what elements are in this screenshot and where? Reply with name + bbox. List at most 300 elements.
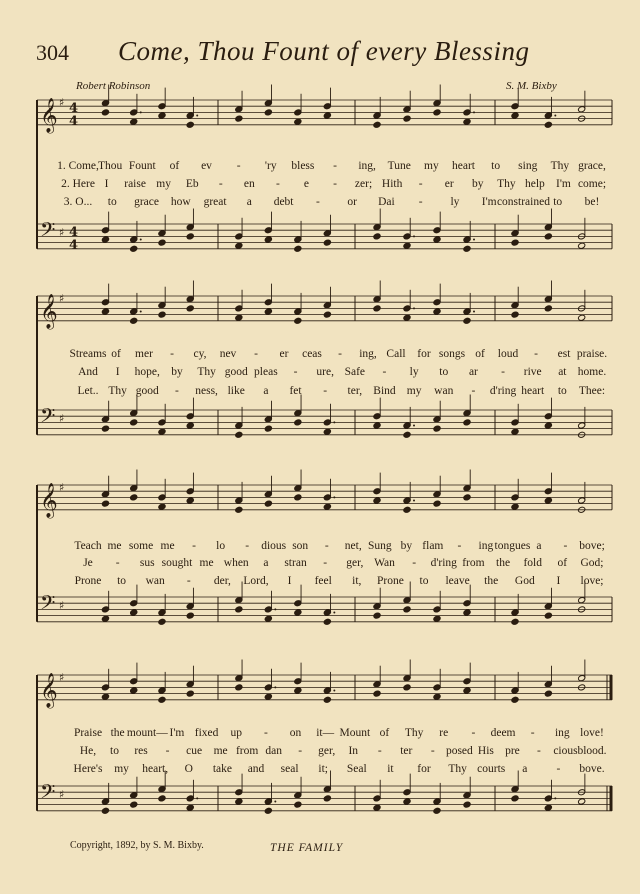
lyric-syllable: Mount — [339, 727, 371, 739]
note-head — [294, 609, 302, 616]
lyric-syllable: to — [117, 575, 127, 587]
lyric-syllable: a — [536, 540, 542, 552]
lyric-syllable: - — [254, 348, 258, 360]
note-head — [294, 317, 302, 324]
note-head — [463, 118, 471, 125]
lyric-syllable: wan — [145, 575, 165, 587]
lyric-syllable: - — [323, 385, 328, 397]
dot — [413, 425, 415, 427]
lyric-syllable: leave — [445, 575, 470, 587]
note-head — [433, 807, 441, 814]
lyric-syllable: Streams — [69, 348, 107, 360]
dot — [333, 690, 335, 692]
lyric-syllable: God; — [580, 557, 604, 569]
note-head — [373, 121, 381, 128]
note-head — [186, 690, 194, 697]
note-head — [101, 693, 109, 700]
lyric-syllable: bove; — [579, 540, 605, 552]
lyric-syllable: Let.. — [77, 385, 99, 397]
note-head — [463, 494, 471, 501]
lyric-syllable: - — [293, 366, 298, 378]
lyric-syllable: - — [315, 196, 320, 208]
note-head — [294, 687, 302, 694]
treble-clef: 𝄞 — [40, 483, 58, 518]
lyric-syllable: it — [387, 763, 394, 775]
note-head — [403, 242, 411, 249]
note-head — [373, 497, 381, 504]
lyric-syllable: der, — [213, 575, 231, 587]
lyric-syllable: - — [263, 727, 268, 739]
lyric-syllable: - — [471, 385, 476, 397]
note-head — [433, 500, 441, 507]
bass-clef: 𝄢 — [40, 218, 56, 246]
lyric-syllable: raise — [124, 178, 146, 190]
lyric-syllable: - — [165, 745, 170, 757]
note-head — [186, 612, 194, 619]
note-head — [264, 500, 272, 507]
sharp-sign: ♯ — [59, 412, 65, 425]
lyric-syllable: And — [78, 366, 98, 378]
lyric-syllable: - — [501, 366, 505, 378]
lyric-syllable: be! — [584, 196, 600, 208]
note-head — [158, 696, 166, 703]
lyric-syllable: praise. — [576, 348, 608, 360]
lyric-syllable: ger, — [346, 557, 364, 569]
lyric-syllable: res — [134, 745, 148, 757]
lyric-syllable: heart, — [142, 763, 169, 775]
lyric-syllable: I — [556, 575, 561, 587]
note-head — [323, 696, 331, 703]
lyric-syllable: sus — [139, 557, 155, 569]
lyric-syllable: sought — [161, 557, 193, 569]
lyric-syllable: Thy — [197, 366, 216, 378]
lyric-syllable: home. — [577, 366, 607, 378]
lyric-syllable: a — [263, 557, 269, 569]
note-head — [403, 606, 411, 613]
lyric-syllable: to — [557, 385, 567, 397]
lyric-syllable: it— — [316, 727, 335, 739]
lyric-syllable: - — [377, 745, 382, 757]
note-head — [403, 798, 411, 805]
lyric-syllable: good — [224, 366, 248, 378]
note-head — [130, 801, 138, 808]
lyric-syllable: deem — [490, 727, 516, 739]
lyric-syllable: Thee: — [578, 385, 606, 397]
lyric-syllable: Prone — [376, 575, 404, 587]
note-head — [235, 431, 243, 438]
dot — [473, 311, 475, 313]
note-head — [544, 233, 552, 240]
dot — [140, 111, 142, 113]
note-head — [373, 305, 381, 312]
lyric-syllable: me — [199, 557, 214, 569]
time-signature-top: 4 — [69, 101, 79, 116]
note-head — [294, 118, 302, 125]
note-head — [130, 609, 138, 616]
bass-clef: 𝄢 — [40, 404, 56, 432]
lyric-syllable: Thy — [404, 727, 424, 739]
lyric-syllable: ness, — [195, 385, 218, 397]
note-head — [235, 115, 243, 122]
note-head — [323, 428, 331, 435]
sharp-sign: ♯ — [59, 788, 65, 801]
sharp-sign: ♯ — [59, 96, 65, 109]
lyric-syllable: ure, — [316, 366, 334, 378]
dot — [333, 496, 335, 498]
lyric-syllable: - — [175, 385, 179, 397]
note-head — [463, 245, 471, 252]
lyric-line — [0, 540, 640, 554]
note-head — [101, 425, 109, 432]
lyric-syllable: - — [382, 366, 387, 378]
dot — [333, 421, 335, 423]
note-head — [264, 807, 272, 814]
lyric-syllable: net, — [344, 540, 362, 552]
note-head — [130, 317, 138, 324]
lyric-line — [0, 575, 640, 589]
bass-clef: 𝄢 — [40, 780, 56, 808]
lyric-syllable: re — [439, 727, 449, 739]
note-head — [294, 801, 302, 808]
lyric-syllable: fixed — [194, 727, 219, 739]
note-head — [373, 690, 381, 697]
note-head — [463, 317, 471, 324]
lyric-syllable: at — [558, 366, 567, 378]
lyric-syllable: take — [212, 763, 232, 775]
note-head — [264, 615, 272, 622]
note-head — [433, 615, 441, 622]
note-head — [323, 311, 331, 318]
lyric-syllable: - — [275, 178, 280, 190]
note-head — [433, 425, 441, 432]
lyric-syllable: of — [169, 160, 180, 172]
lyric-syllable: to — [110, 745, 119, 757]
lyric-syllable: on — [289, 727, 302, 739]
lyric-syllable: Safe — [344, 366, 366, 378]
note-head — [130, 419, 138, 426]
lyric-syllable: Wan — [374, 557, 395, 569]
lyric-syllable: - — [537, 745, 541, 757]
lyric-line — [0, 178, 640, 192]
lyric-syllable: blood. — [577, 745, 607, 757]
dot — [554, 115, 556, 117]
sharp-sign: ♯ — [59, 226, 65, 239]
lyric-syllable: - — [333, 160, 337, 172]
lyric-syllable: 'ry — [264, 160, 277, 172]
sharp-sign: ♯ — [59, 481, 65, 494]
lyric-syllable: est — [557, 348, 571, 360]
lyric-syllable: songs — [438, 348, 466, 360]
lyric-syllable: by — [472, 178, 484, 190]
lyric-syllable: son — [292, 540, 309, 552]
lyric-syllable: - — [471, 727, 476, 739]
note-head — [264, 308, 272, 315]
lyric-syllable: I — [115, 366, 120, 378]
lyric-syllable: 2. Here — [61, 178, 95, 190]
note-head — [130, 245, 138, 252]
lyric-syllable: fold — [523, 557, 542, 569]
lyric-syllable: to — [553, 196, 563, 208]
lyric-syllable: Lord, — [243, 575, 269, 587]
lyric-syllable: Thy — [550, 160, 570, 172]
lyric-syllable: some — [128, 540, 154, 552]
dot — [140, 239, 142, 241]
note-head — [544, 612, 552, 619]
note-head — [101, 308, 109, 315]
lyric-syllable: it; — [318, 763, 328, 775]
lyric-syllable: a — [246, 196, 252, 208]
lyric-syllable: 3. O... — [63, 196, 93, 208]
note-head — [511, 696, 519, 703]
note-head — [158, 503, 166, 510]
lyric-syllable: constrained — [496, 196, 550, 208]
lyric-syllable: - — [338, 348, 342, 360]
note-head — [463, 687, 471, 694]
lyric-syllable: O — [184, 763, 193, 775]
lyric-syllable: zer; — [354, 178, 373, 190]
lyric-syllable: ter, — [347, 385, 363, 397]
note-head — [511, 795, 519, 802]
lyric-syllable: love; — [580, 575, 604, 587]
lyric-syllable: Eb — [185, 178, 199, 190]
note-head — [578, 242, 586, 249]
lyric-syllable: to — [107, 196, 117, 208]
note-head — [403, 684, 411, 691]
note-head — [544, 497, 552, 504]
lyric-syllable: - — [218, 178, 223, 190]
lyric-syllable: of — [111, 348, 121, 360]
note-head — [403, 115, 411, 122]
lyric-syllable: feel — [314, 575, 332, 587]
lyric-syllable: d'ring — [430, 557, 457, 569]
lyric-syllable: I'm — [169, 727, 185, 739]
note-head — [294, 494, 302, 501]
dot — [473, 111, 475, 113]
dot — [196, 115, 198, 117]
lyric-syllable: Here's — [73, 763, 103, 775]
note-head — [186, 121, 194, 128]
lyric-syllable: - — [323, 557, 328, 569]
lyric-line — [0, 745, 640, 759]
lyric-syllable: loud — [497, 348, 519, 360]
lyric-syllable: courts — [477, 763, 506, 775]
dot — [140, 311, 142, 313]
note-head — [101, 500, 109, 507]
lyric-syllable: great — [203, 196, 227, 208]
note-head — [294, 419, 302, 426]
lyric-syllable: cue — [186, 745, 203, 757]
lyric-syllable: help — [524, 178, 545, 190]
lyric-line — [0, 366, 640, 380]
lyric-syllable: mer — [135, 348, 153, 360]
lyric-syllable: - — [563, 540, 568, 552]
lyric-syllable: - — [298, 745, 303, 757]
note-head — [130, 687, 138, 694]
note-head — [544, 690, 552, 697]
lyric-line — [0, 160, 640, 174]
lyric-syllable: stran — [284, 557, 307, 569]
lyric-syllable: - — [418, 196, 423, 208]
lyric-syllable: tongues — [494, 540, 531, 552]
note-head — [373, 233, 381, 240]
lyricist-credit: Robert Robinson — [76, 80, 151, 92]
lyric-syllable: my — [114, 763, 129, 775]
lyric-syllable: ing — [554, 727, 570, 739]
lyric-syllable: and — [247, 763, 265, 775]
lyric-syllable: by — [400, 540, 413, 552]
lyric-syllable: posed — [445, 745, 473, 757]
time-signature-top: 4 — [69, 225, 79, 240]
note-head — [235, 798, 243, 805]
note-head — [373, 422, 381, 429]
collection-name: THE FAMILY — [270, 842, 344, 854]
lyric-syllable: how — [170, 196, 191, 208]
lyric-syllable: me — [213, 745, 228, 757]
sharp-sign: ♯ — [59, 292, 65, 305]
lyric-syllable: grace — [134, 196, 159, 208]
dot — [473, 239, 475, 241]
lyric-syllable: the — [484, 575, 499, 587]
lyric-syllable: when — [223, 557, 249, 569]
treble-clef: 𝄞 — [40, 673, 58, 708]
note-head — [186, 804, 194, 811]
note-head — [264, 109, 272, 116]
lyric-syllable: my — [424, 160, 439, 172]
note-head — [186, 497, 194, 504]
lyric-syllable: me — [160, 540, 175, 552]
note-head — [235, 314, 243, 321]
lyric-syllable: a — [263, 385, 269, 397]
note-head — [511, 503, 519, 510]
note-head — [101, 615, 109, 622]
note-head — [264, 236, 272, 243]
lyric-syllable: - — [430, 745, 435, 757]
note-head — [433, 109, 441, 116]
lyric-syllable: lo — [216, 540, 226, 552]
lyric-syllable: ger, — [318, 745, 336, 757]
lyric-syllable: pleas — [254, 366, 278, 378]
note-head — [511, 239, 519, 246]
note-head — [403, 506, 411, 513]
note-head — [433, 236, 441, 243]
lyric-line — [0, 763, 640, 777]
note-head — [323, 618, 331, 625]
lyric-syllable: my — [156, 178, 172, 190]
note-head — [511, 311, 519, 318]
lyric-syllable: Je — [83, 557, 93, 569]
lyric-syllable: of — [475, 348, 485, 360]
lyric-syllable: the — [110, 727, 125, 739]
lyric-syllable: - — [115, 557, 120, 569]
lyric-syllable: ter — [400, 745, 413, 757]
lyric-syllable: - — [186, 575, 191, 587]
bass-clef: 𝄢 — [40, 591, 56, 619]
lyric-syllable: sing — [518, 160, 538, 172]
lyric-syllable: heart — [521, 385, 545, 397]
lyric-syllable: ly — [409, 366, 419, 378]
lyric-syllable: seal — [280, 763, 299, 775]
note-head — [235, 506, 243, 513]
lyric-syllable: or — [347, 196, 357, 208]
sharp-sign: ♯ — [59, 671, 65, 684]
treble-clef: 𝄞 — [40, 294, 58, 329]
lyric-syllable: of — [557, 557, 568, 569]
lyric-syllable: Thy — [448, 763, 467, 775]
lyric-syllable: by — [171, 366, 183, 378]
lyric-syllable: to — [419, 575, 429, 587]
note-head — [130, 118, 138, 125]
dot — [333, 612, 335, 614]
lyric-syllable: bless — [291, 160, 315, 172]
lyric-syllable: cy, — [193, 348, 207, 360]
lyric-syllable: for — [417, 763, 431, 775]
lyric-syllable: rive — [523, 366, 542, 378]
lyric-syllable: er — [444, 178, 454, 190]
lyric-syllable: - — [245, 540, 250, 552]
lyric-syllable: - — [324, 540, 329, 552]
lyric-syllable: dious — [261, 540, 287, 552]
lyric-syllable: Prone — [74, 575, 102, 587]
note-head — [235, 684, 243, 691]
lyric-syllable: I — [287, 575, 292, 587]
lyric-syllable: - — [530, 727, 535, 739]
lyric-syllable: Bind — [373, 385, 396, 397]
note-head — [186, 305, 194, 312]
lyric-syllable: Thy — [108, 385, 127, 397]
note-head — [373, 612, 381, 619]
lyric-syllable: - — [457, 540, 462, 552]
dot — [413, 500, 415, 502]
lyric-syllable: er — [279, 348, 289, 360]
lyric-syllable: hope, — [134, 366, 160, 378]
note-head — [511, 428, 519, 435]
lyric-syllable: ly — [450, 196, 460, 208]
lyric-syllable: it, — [352, 575, 362, 587]
lyric-syllable: cious — [553, 745, 578, 757]
note-head — [264, 425, 272, 432]
lyric-syllable: 1. Come, — [57, 160, 99, 172]
note-head — [101, 236, 109, 243]
lyric-syllable: of — [379, 727, 390, 739]
time-signature-bottom: 4 — [69, 114, 79, 129]
note-head — [158, 795, 166, 802]
note-head — [433, 693, 441, 700]
lyric-syllable: pre — [505, 745, 520, 757]
lyric-syllable: from — [462, 557, 485, 569]
dot — [274, 608, 276, 610]
note-head — [463, 801, 471, 808]
dot — [554, 797, 556, 799]
note-head — [578, 314, 586, 321]
lyric-line — [0, 348, 640, 362]
lyric-syllable: ev — [201, 160, 212, 172]
note-head — [463, 609, 471, 616]
lyric-line — [0, 196, 640, 210]
lyric-syllable: flam — [422, 540, 444, 552]
note-head — [403, 431, 411, 438]
dot — [196, 797, 198, 799]
lyric-syllable: for — [417, 348, 431, 360]
lyric-syllable: debt — [273, 196, 294, 208]
lyric-syllable: grace, — [578, 160, 606, 172]
lyric-syllable: I'm — [481, 196, 497, 208]
note-head — [323, 239, 331, 246]
lyric-syllable: God — [514, 575, 535, 587]
lyric-syllable: ing, — [358, 160, 376, 172]
lyric-syllable: - — [556, 763, 561, 775]
lyric-syllable: like — [227, 385, 245, 397]
lyric-syllable: Praise — [73, 727, 103, 739]
